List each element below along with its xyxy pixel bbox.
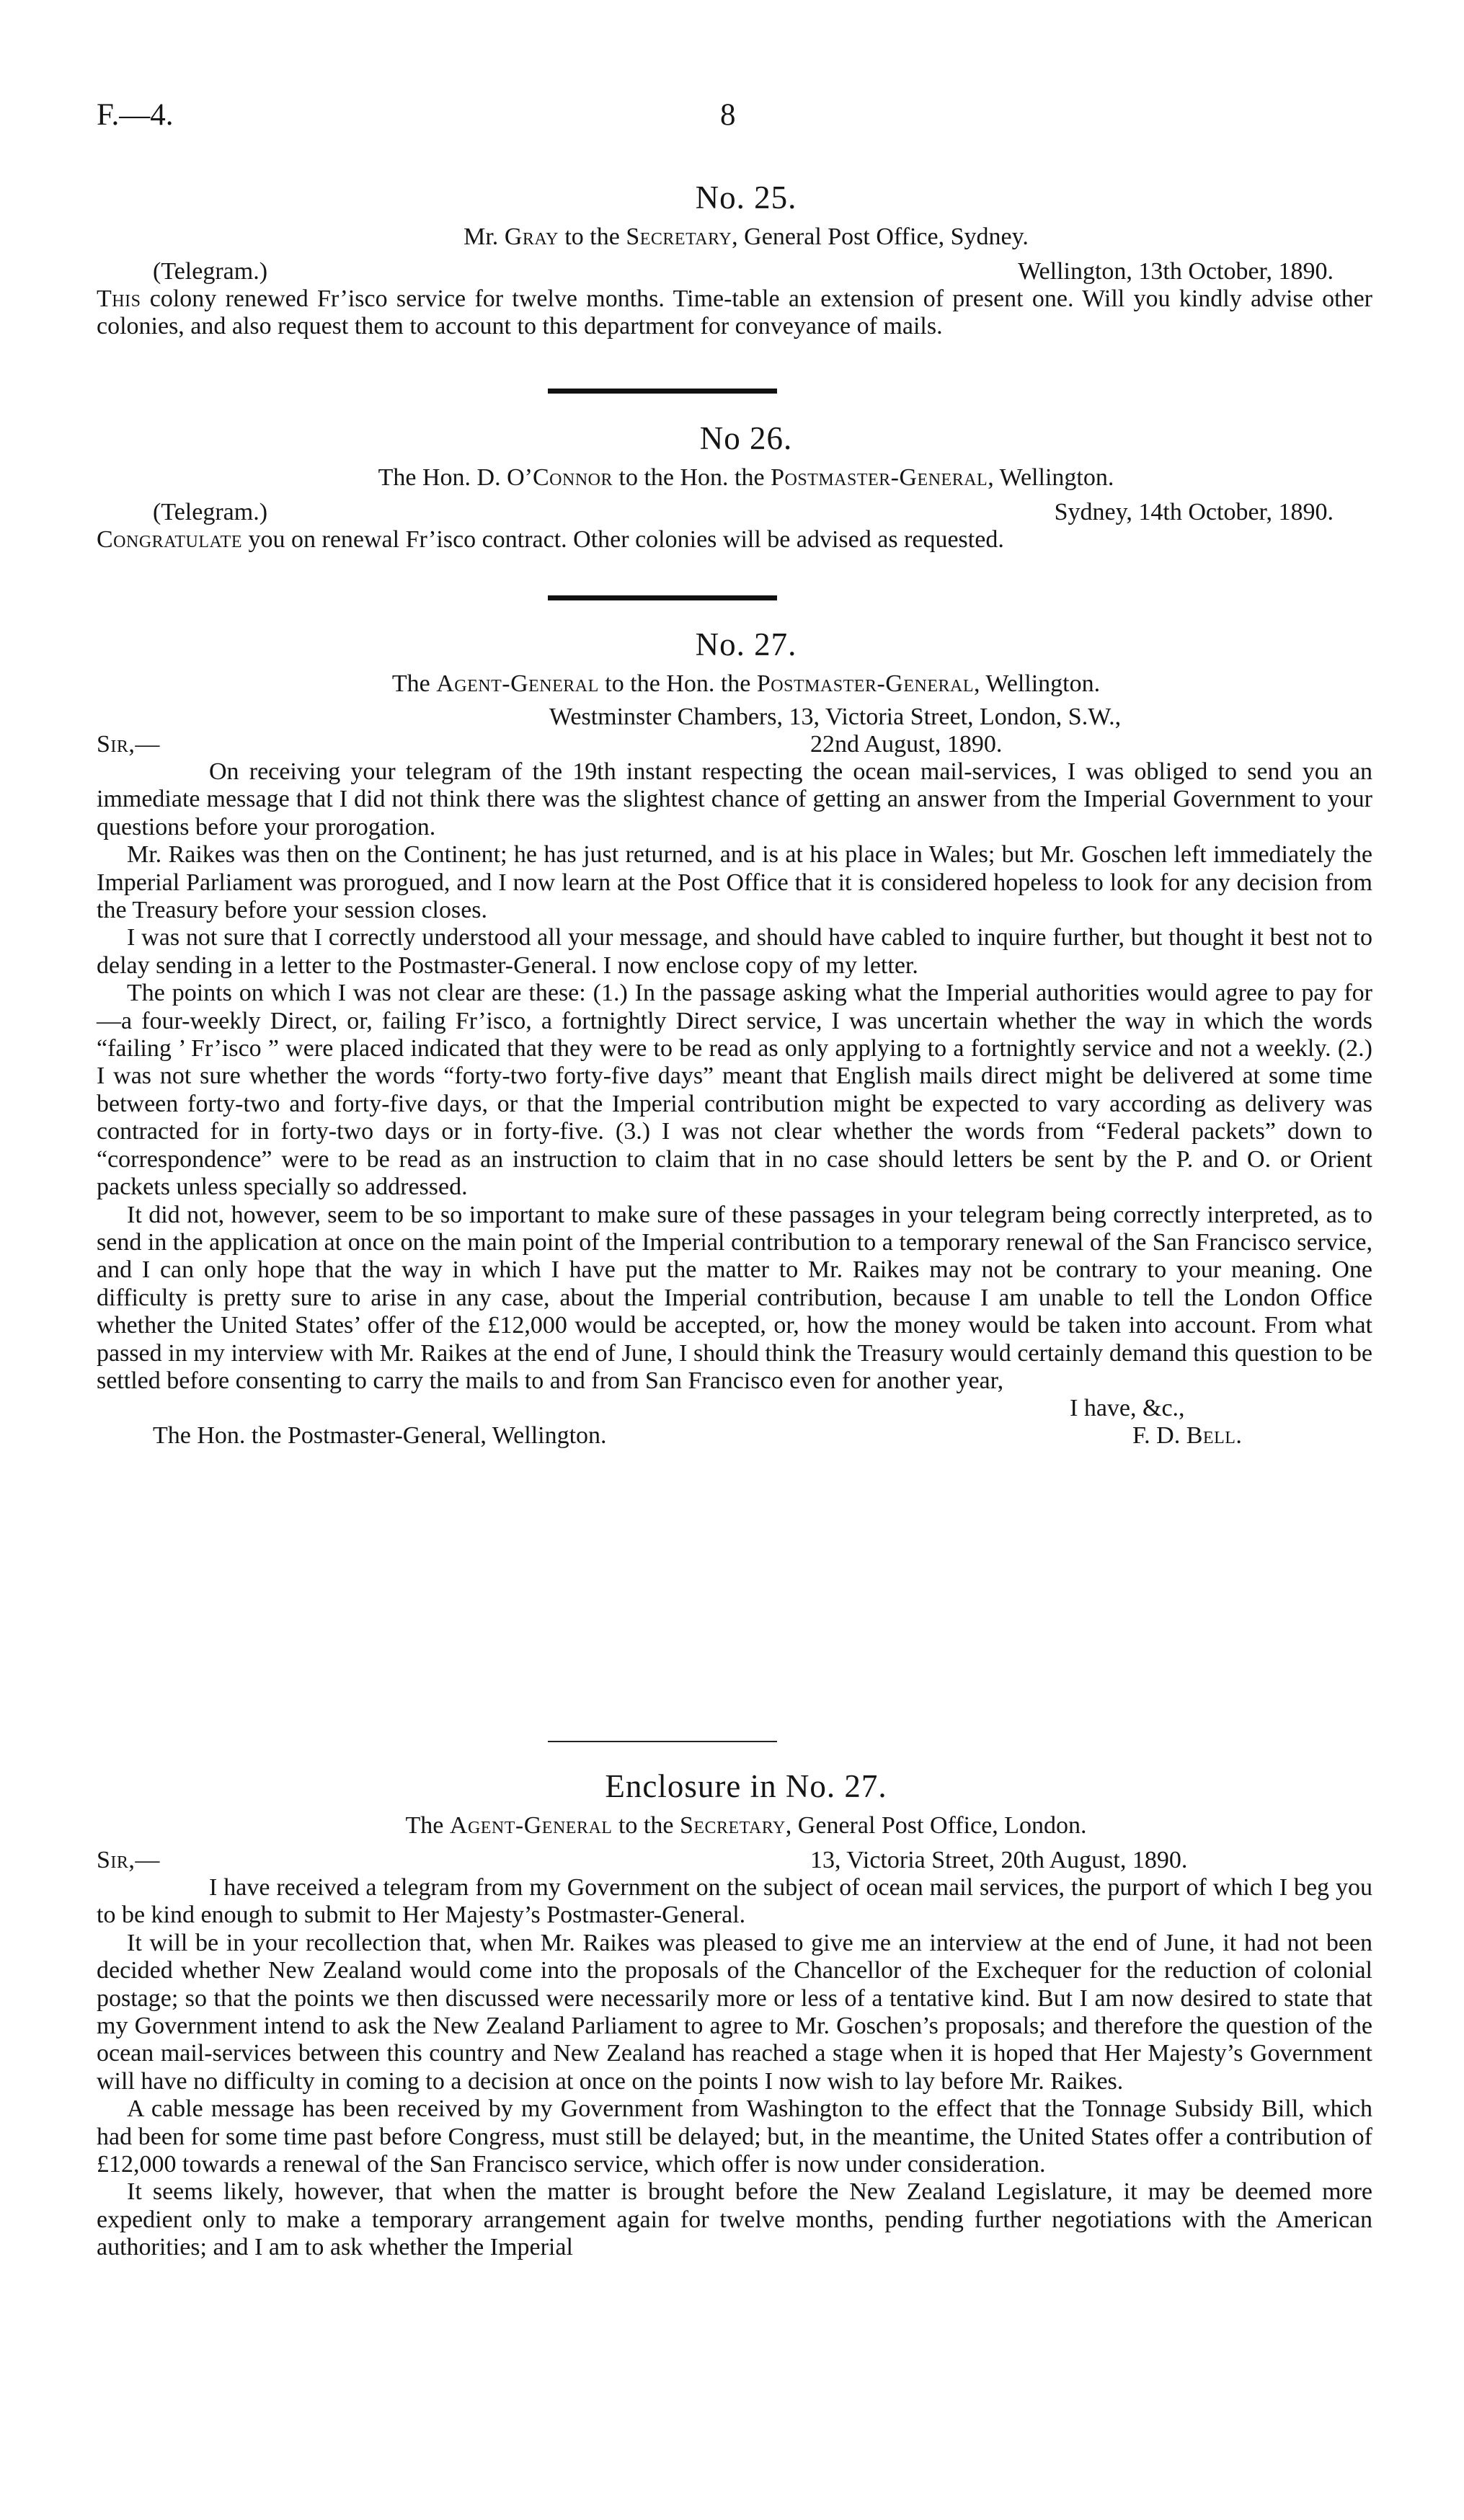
- recipient-signature-line: [97, 1422, 1372, 1450]
- paragraph: It did not, however, seem to be so important to make sure of these passages in your telegram being correctly interpreted, as to send in the application at once on the main point of the Imperial contribution to a temporary renewal of the San Francisco service, and I can only hope that the way in which I have put the matter to Mr. Raikes may not be contrary to your meaning. One difficulty is pretty sure to arise in any case, about the Imperial contribution, because I am unable to tell the London Office whether the United States’ offer of the £12,000 would be accepted, or, how the money would be taken into account. From what passed in my interview with Mr. Raikes at the end of June, I should think the Treasury would certainly demand this question to be settled before consenting to carry the mails to and from San Francisco even for another year,: [97, 1201, 1372, 1394]
- sender-place: Westminster Chambers, 13, Victoria Street, London, S.W.,: [549, 704, 1122, 730]
- paragraph: It seems likely, however, that when the matter is brought before the New Zealand Legislature, it may be deemed more expedient only to make a temporary arrangement again for twelve months, pending further negotiations with the American authorities; and I am to ask whether the Imperial: [97, 2178, 1372, 2261]
- recipient: The Hon. the Postmaster-General, Wellington.: [153, 1422, 607, 1450]
- paragraph: I have received a telegram from my Government on the subject of ocean mail services, the purport of which I beg you to be kind enough to submit to Her Majesty’s Postmaster-General.: [97, 1874, 1372, 1929]
- place-date: 13, Victoria Street, 20th August, 1890.: [810, 1847, 1188, 1873]
- salutation-date-line: [97, 1847, 1372, 1874]
- telegram-header-line: [97, 499, 1372, 526]
- salutation: Sir,—: [97, 731, 160, 758]
- letter-date: 22nd August, 1890.: [810, 731, 1003, 758]
- address-line: The Hon. D. O’Connor to the Hon. the Postmaster-General, Wellington.: [378, 464, 1114, 491]
- section-title: Enclosure in No. 27.: [605, 1768, 887, 1804]
- telegram-no-26: [97, 418, 1372, 554]
- letter-body: [97, 1874, 1372, 2262]
- telegram-body: Congratulate you on renewal Fr’isco contract. Other colonies will be advised as requested.: [97, 526, 1004, 553]
- address-line: The Agent-General to the Hon. the Postmaster-General, Wellington.: [391, 670, 1101, 697]
- section-title: No 26.: [699, 420, 793, 456]
- paragraph: A cable message has been received by my Government from Washington to the effect that the Tonnage Subsidy Bill, which had been for some time past before Congress, must still be delayed; but, in the meantime, the United States offer a contribution of £12,000 towards a renewal of the San Francisco service, which offer is now under consideration.: [97, 2095, 1372, 2178]
- place-date: Wellington, 13th October, 1890.: [1018, 258, 1334, 285]
- salutation: Sir,—: [97, 1847, 160, 1873]
- telegram-label: (Telegram.): [153, 499, 268, 525]
- telegram-label: (Telegram.): [153, 258, 268, 285]
- paragraph: I was not sure that I correctly understood all your message, and should have cabled to inquire further, but thought it best not to delay sending in a letter to the Postmaster-General. I now enclose copy of my letter.: [97, 924, 1372, 979]
- address-line: Mr. Gray to the Secretary, General Post Office, Sydney.: [463, 223, 1029, 250]
- telegram-header-line: [97, 258, 1372, 285]
- closing-line: [97, 1395, 1372, 1422]
- paragraph: Mr. Raikes was then on the Continent; he has just returned, and is at his place in Wales; but Mr. Goschen left immediately the Imperial Parliament was prorogued, and I now learn at the Post Office that it is considered hopeless to look for any decision from the Treasury before your session closes.: [97, 841, 1372, 924]
- paragraph: On receiving your telegram of the 19th instant respecting the ocean mail-services, I was obliged to send you an immediate message that I did not think there was the slightest chance of getting an answer from the Imperial Government to your questions before your prorogation.: [97, 758, 1372, 840]
- letter-body: [97, 758, 1372, 1395]
- paragraph: It will be in your recollection that, when Mr. Raikes was pleased to give me an interview at the end of June, it had not been decided whether New Zealand would come into the proposals of the Chancellor of the Exchequer for the reduction of colonial postage; so that the points we then discussed were necessarily more or less of a tentative kind. But I am now desired to state that my Government intend to ask the New Zealand Parliament to agree to Mr. Goschen’s proposals; and therefore the question of the ocean mail-services between this country and New Zealand has reached a stage when it is hoped that Her Majesty’s Government will have no difficulty in coming to a decision at once on the points I now wish to lay before Mr. Raikes.: [97, 1929, 1372, 2095]
- paragraph: The points on which I was not clear are these: (1.) In the passage asking what the Imperial authorities would agree to pay for—a four-weekly Direct, or, failing Fr’isco, a fortnightly Direct service, I was uncertain whether the way in which the words “failing ’ Fr’isco ” were placed indicated that they were to be read as only applying to a fortnightly service and not a weekly. (2.) I was not sure whether the words “forty-two forty-five days” meant that English mails direct might be delivered at some time between forty-two and forty-five days, or that the Imperial contribution might be expected to vary according as delivery was contracted for in forty-two days or in forty-five. (3.) I was not clear whether the words from “Federal packets” down to “correspondence” were to be read as an instruction to claim that in no case should letters be sent by the P. and O. or Orient packets unless specially so addressed.: [97, 980, 1372, 1201]
- section-title: No. 27.: [695, 626, 797, 662]
- page-number: 8: [720, 98, 736, 132]
- signature: F. D. Bell.: [1132, 1422, 1243, 1450]
- section-divider: [548, 1741, 777, 1742]
- section-divider: [548, 595, 777, 600]
- section-title: No. 25.: [695, 179, 797, 216]
- telegram-body: This colony renewed Fr’isco service for twelve months. Time-table an extension of present one. Will you kindly advise other colonies, and also request them to account to this department for conveyance of mails.: [97, 285, 1372, 340]
- address-line: The Agent-General to the Secretary, General Post Office, London.: [405, 1812, 1087, 1839]
- place-date: Sydney, 14th October, 1890.: [1054, 499, 1334, 525]
- enclosure-no-27: [97, 1766, 1372, 2262]
- letter-no-27: [97, 624, 1372, 1450]
- running-head: [97, 94, 1372, 137]
- closing: I have, &c.,: [1070, 1395, 1185, 1422]
- salutation-date-line: [97, 731, 1372, 758]
- telegram-no-25: [97, 177, 1372, 341]
- document-reference: F.—4.: [97, 98, 174, 132]
- section-divider: [548, 389, 777, 394]
